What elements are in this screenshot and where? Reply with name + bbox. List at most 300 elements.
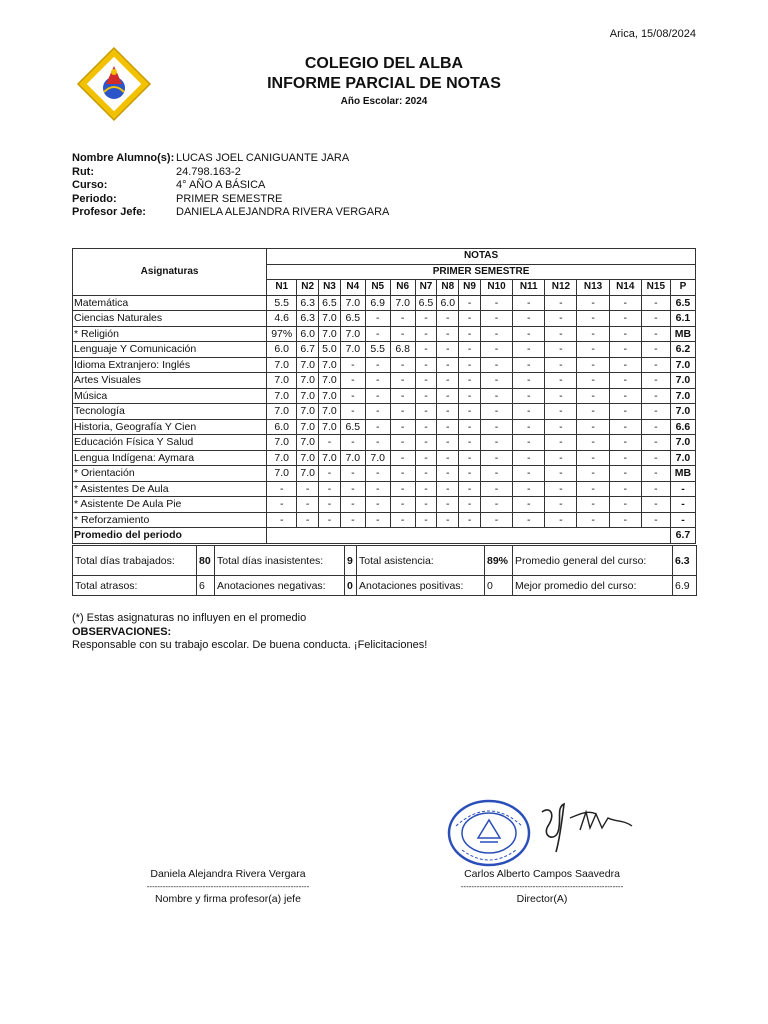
info-label: Profesor Jefe: <box>72 206 146 219</box>
grade-cell: - <box>267 497 297 513</box>
subject-name: * Asistente De Aula Pie <box>73 497 267 513</box>
grade-cell: - <box>545 481 577 497</box>
subject-average: 6.6 <box>670 419 695 435</box>
grade-cell: - <box>577 419 609 435</box>
grade-cell: - <box>577 497 609 513</box>
grade-cell: - <box>480 512 512 528</box>
grade-cell: 7.0 <box>267 466 297 482</box>
grade-cell: - <box>545 295 577 311</box>
grade-cell: 6.0 <box>267 419 297 435</box>
column-header: N8 <box>437 280 459 296</box>
grade-cell: - <box>437 326 459 342</box>
grade-cell: 5.5 <box>267 295 297 311</box>
grade-cell: - <box>641 357 670 373</box>
grade-cell: - <box>267 481 297 497</box>
grade-cell: - <box>415 311 437 327</box>
grade-cell: 7.0 <box>319 373 341 389</box>
grade-cell: - <box>415 404 437 420</box>
subject-name: * Reforzamiento <box>73 512 267 528</box>
grade-cell: - <box>319 497 341 513</box>
grade-cell: - <box>319 466 341 482</box>
grade-cell: 6.5 <box>319 295 341 311</box>
period-average-label: Promedio del periodo <box>73 528 267 544</box>
grade-cell: - <box>267 512 297 528</box>
anot-pos-value: 0 <box>485 576 513 596</box>
grade-cell: - <box>609 404 641 420</box>
grade-cell: - <box>365 481 390 497</box>
info-value: PRIMER SEMESTRE <box>176 192 283 205</box>
observations-label: OBSERVACIONES: <box>72 625 172 638</box>
grade-cell: - <box>437 357 459 373</box>
school-seal-stamp <box>446 798 532 868</box>
grade-cell: - <box>641 497 670 513</box>
grade-cell: 7.0 <box>267 373 297 389</box>
school-year: Año Escolar: 2024 <box>340 96 428 107</box>
grade-cell: 6.0 <box>437 295 459 311</box>
column-header: N3 <box>319 280 341 296</box>
table-row <box>73 326 696 342</box>
grade-cell: - <box>577 373 609 389</box>
grade-cell: - <box>437 435 459 451</box>
attendance-summary <box>72 545 697 596</box>
anot-neg-value: 0 <box>345 576 357 596</box>
table-row <box>73 512 696 528</box>
grade-cell: - <box>390 404 415 420</box>
grade-cell: - <box>609 497 641 513</box>
table-row <box>73 357 696 373</box>
subject-average: 6.5 <box>670 295 695 311</box>
info-value: 4° AÑO A BÁSICA <box>176 179 266 192</box>
grade-cell: - <box>390 326 415 342</box>
grade-cell: - <box>390 450 415 466</box>
grade-cell: - <box>480 342 512 358</box>
column-header: N6 <box>390 280 415 296</box>
grade-cell: - <box>545 342 577 358</box>
grade-cell: - <box>459 357 481 373</box>
grade-cell: - <box>641 342 670 358</box>
grade-cell: - <box>459 295 481 311</box>
dias-trabajados-value: 80 <box>197 546 215 576</box>
grade-cell: 7.0 <box>267 404 297 420</box>
grade-cell: - <box>319 481 341 497</box>
anot-pos-label: Anotaciones positivas: <box>357 576 485 596</box>
grade-cell: - <box>415 342 437 358</box>
grade-cell: 7.0 <box>297 404 319 420</box>
grade-cell: - <box>609 481 641 497</box>
grade-cell: - <box>609 326 641 342</box>
grade-cell: 7.0 <box>267 357 297 373</box>
grade-cell: - <box>340 435 365 451</box>
table-row <box>73 311 696 327</box>
grade-cell: - <box>319 435 341 451</box>
grade-cell: - <box>390 481 415 497</box>
grade-cell: 5.0 <box>319 342 341 358</box>
grade-cell: - <box>513 435 545 451</box>
grade-cell: - <box>545 435 577 451</box>
grade-cell: - <box>513 404 545 420</box>
grade-cell: - <box>513 466 545 482</box>
subject-name: * Orientación <box>73 466 267 482</box>
grade-cell: 6.0 <box>267 342 297 358</box>
subject-name: * Religión <box>73 326 267 342</box>
grade-cell: 7.0 <box>297 419 319 435</box>
grade-cell: - <box>513 342 545 358</box>
grade-cell: - <box>513 357 545 373</box>
subject-average: 7.0 <box>670 357 695 373</box>
director-role: Director(A) <box>516 893 568 905</box>
grade-cell: - <box>459 435 481 451</box>
grade-cell: 7.0 <box>297 373 319 389</box>
column-header: N14 <box>609 280 641 296</box>
grade-cell: - <box>545 512 577 528</box>
grade-cell: - <box>365 326 390 342</box>
report-title: INFORME PARCIAL DE NOTAS <box>267 75 501 92</box>
grade-cell: 7.0 <box>297 466 319 482</box>
grade-cell: - <box>545 373 577 389</box>
grade-cell: - <box>480 450 512 466</box>
grade-cell: - <box>459 404 481 420</box>
grade-cell: - <box>513 497 545 513</box>
subjects-header: Asignaturas <box>73 249 267 296</box>
grade-cell: 6.9 <box>365 295 390 311</box>
subject-average: 7.0 <box>670 373 695 389</box>
subject-average: MB <box>670 466 695 482</box>
column-header: N9 <box>459 280 481 296</box>
grade-cell: - <box>415 512 437 528</box>
teacher-role: Nombre y firma profesor(a) jefe <box>155 893 301 905</box>
grade-cell: - <box>577 326 609 342</box>
anot-neg-label: Anotaciones negativas: <box>215 576 345 596</box>
grade-cell: 7.0 <box>297 450 319 466</box>
info-value: LUCAS JOEL CANIGUANTE JARA <box>176 152 350 164</box>
subject-name: Lengua Indígena: Aymara <box>73 450 267 466</box>
inasistentes-label: Total días inasistentes: <box>215 546 345 576</box>
grade-cell: - <box>340 466 365 482</box>
grade-cell: - <box>365 373 390 389</box>
grade-cell: - <box>545 311 577 327</box>
grade-cell: - <box>577 450 609 466</box>
grade-cell: - <box>297 512 319 528</box>
grade-cell: - <box>609 342 641 358</box>
grade-cell: - <box>609 357 641 373</box>
grade-cell: 7.0 <box>319 326 341 342</box>
grade-cell: - <box>415 497 437 513</box>
subject-average: 6.1 <box>670 311 695 327</box>
grade-cell: - <box>365 435 390 451</box>
subject-name: Música <box>73 388 267 404</box>
grade-cell: 6.5 <box>415 295 437 311</box>
grade-cell: 6.3 <box>297 311 319 327</box>
student-info-row <box>72 152 389 166</box>
subject-name: Idioma Extranjero: Inglés <box>73 357 267 373</box>
grade-cell: - <box>513 481 545 497</box>
teacher-signature-block <box>118 868 338 906</box>
grade-cell: - <box>437 419 459 435</box>
grade-cell: - <box>545 497 577 513</box>
grade-cell: - <box>577 295 609 311</box>
grade-cell: 7.0 <box>319 388 341 404</box>
grade-cell: - <box>390 311 415 327</box>
grade-cell: - <box>459 373 481 389</box>
column-header: N5 <box>365 280 390 296</box>
grade-cell: - <box>437 373 459 389</box>
signature-line: ------------------------------------------------------------- <box>146 882 310 891</box>
grade-cell: - <box>609 295 641 311</box>
grade-cell: - <box>513 311 545 327</box>
grade-cell: - <box>365 311 390 327</box>
column-header: N10 <box>480 280 512 296</box>
grade-cell: - <box>415 357 437 373</box>
grade-cell: - <box>437 512 459 528</box>
grade-cell: - <box>609 435 641 451</box>
grade-cell: - <box>480 373 512 389</box>
info-value: DANIELA ALEJANDRA RIVERA VERGARA <box>176 206 390 219</box>
grade-cell: - <box>577 311 609 327</box>
grade-cell: 7.0 <box>267 435 297 451</box>
grade-cell: - <box>577 435 609 451</box>
grade-cell: - <box>415 435 437 451</box>
grade-cell: - <box>609 450 641 466</box>
grade-cell: 6.7 <box>297 342 319 358</box>
grade-cell: - <box>545 466 577 482</box>
grade-cell: 7.0 <box>340 295 365 311</box>
grade-cell: - <box>365 357 390 373</box>
asistencia-label: Total asistencia: <box>357 546 485 576</box>
grade-cell: - <box>545 357 577 373</box>
semester-header: PRIMER SEMESTRE <box>267 264 696 280</box>
grade-cell: 6.3 <box>297 295 319 311</box>
student-info-row <box>72 206 389 220</box>
grade-cell: - <box>480 466 512 482</box>
grade-cell: 7.0 <box>390 295 415 311</box>
grade-cell: - <box>480 404 512 420</box>
subject-average: 6.2 <box>670 342 695 358</box>
grade-cell: - <box>365 404 390 420</box>
document-header <box>0 54 768 110</box>
grade-cell: - <box>340 373 365 389</box>
subject-name: Lenguaje Y Comunicación <box>73 342 267 358</box>
grade-cell: - <box>459 388 481 404</box>
grade-cell: - <box>415 481 437 497</box>
grade-cell: - <box>459 419 481 435</box>
subject-name: Matemática <box>73 295 267 311</box>
atrasos-label: Total atrasos: <box>73 576 197 596</box>
grade-cell: - <box>340 404 365 420</box>
subject-name: Tecnología <box>73 404 267 420</box>
grade-cell: - <box>415 326 437 342</box>
prom-general-label: Promedio general del curso: <box>513 546 673 576</box>
director-signature <box>536 798 640 854</box>
observations-text: Responsable con su trabajo escolar. De buena conducta. ¡Felicitaciones! <box>72 639 428 651</box>
subject-average: 7.0 <box>670 404 695 420</box>
grade-cell: 7.0 <box>267 388 297 404</box>
grade-cell: - <box>513 295 545 311</box>
grade-cell: - <box>513 512 545 528</box>
subject-average: MB <box>670 326 695 342</box>
grade-cell: - <box>297 481 319 497</box>
grade-cell: - <box>390 435 415 451</box>
grade-cell: - <box>641 295 670 311</box>
grade-cell: - <box>340 388 365 404</box>
grade-cell: - <box>545 450 577 466</box>
mejor-prom-label: Mejor promedio del curso: <box>513 576 673 596</box>
grade-cell: - <box>577 512 609 528</box>
grade-cell: - <box>641 481 670 497</box>
grade-cell: - <box>577 388 609 404</box>
grade-cell: - <box>609 512 641 528</box>
grade-cell: - <box>390 373 415 389</box>
grade-cell: 7.0 <box>267 450 297 466</box>
grade-cell: - <box>365 388 390 404</box>
grade-cell: 7.0 <box>319 419 341 435</box>
grades-table <box>72 248 696 544</box>
column-header: N15 <box>641 280 670 296</box>
grade-cell: - <box>480 497 512 513</box>
grade-cell: 7.0 <box>365 450 390 466</box>
grade-cell: - <box>340 497 365 513</box>
grade-cell: - <box>437 497 459 513</box>
period-average-spacer <box>267 528 671 544</box>
grade-cell: - <box>340 512 365 528</box>
report-date: Arica, 15/08/2024 <box>609 28 696 40</box>
grade-cell: - <box>641 311 670 327</box>
grade-cell: - <box>480 326 512 342</box>
period-average-value: 6.7 <box>670 528 695 544</box>
grade-cell: - <box>641 512 670 528</box>
grade-cell: - <box>365 466 390 482</box>
grade-cell: - <box>390 419 415 435</box>
student-info <box>72 152 389 220</box>
grade-cell: - <box>609 388 641 404</box>
grade-cell: - <box>459 342 481 358</box>
school-name: COLEGIO DEL ALBA <box>304 55 464 72</box>
table-row <box>73 342 696 358</box>
grade-cell: - <box>480 295 512 311</box>
grade-cell: - <box>415 450 437 466</box>
grade-cell: - <box>365 497 390 513</box>
grade-cell: - <box>641 388 670 404</box>
grade-cell: - <box>577 404 609 420</box>
subject-name: Ciencias Naturales <box>73 311 267 327</box>
grade-cell: - <box>641 404 670 420</box>
info-label: Nombre Alumno(s): <box>72 152 175 164</box>
grade-cell: - <box>480 311 512 327</box>
grade-cell: - <box>437 342 459 358</box>
grade-cell: - <box>390 357 415 373</box>
grade-cell: - <box>480 435 512 451</box>
grade-cell: - <box>459 512 481 528</box>
grade-cell: - <box>480 481 512 497</box>
grade-cell: - <box>609 311 641 327</box>
atrasos-value: 6 <box>197 576 215 596</box>
subject-average: 7.0 <box>670 450 695 466</box>
column-header: P <box>670 280 695 296</box>
grade-cell: - <box>459 466 481 482</box>
grade-cell: - <box>437 388 459 404</box>
grade-cell: 6.8 <box>390 342 415 358</box>
student-info-row <box>72 166 389 180</box>
grade-cell: - <box>390 512 415 528</box>
grade-cell: - <box>513 450 545 466</box>
column-header: N4 <box>340 280 365 296</box>
inasistentes-value: 9 <box>345 546 357 576</box>
period-average-row <box>73 528 696 544</box>
grade-cell: - <box>437 311 459 327</box>
grade-cell: - <box>641 466 670 482</box>
grade-cell: 6.0 <box>297 326 319 342</box>
subject-average: - <box>670 497 695 513</box>
asistencia-value: 89% <box>485 546 513 576</box>
grade-cell: - <box>609 373 641 389</box>
grade-cell: - <box>415 466 437 482</box>
info-value: 24.798.163-2 <box>176 165 241 178</box>
grade-cell: - <box>577 481 609 497</box>
grade-cell: 7.0 <box>340 342 365 358</box>
grade-cell: - <box>459 497 481 513</box>
signature-line: ------------------------------------------------------------- <box>460 882 624 891</box>
subject-name: Artes Visuales <box>73 373 267 389</box>
grade-cell: - <box>459 311 481 327</box>
table-row <box>73 404 696 420</box>
grade-cell: 4.6 <box>267 311 297 327</box>
grade-cell: - <box>609 466 641 482</box>
subject-average: 7.0 <box>670 435 695 451</box>
notas-header: NOTAS <box>267 249 696 265</box>
column-header: N7 <box>415 280 437 296</box>
grade-cell: 6.5 <box>340 311 365 327</box>
grade-cell: - <box>365 512 390 528</box>
prom-general-value: 6.3 <box>673 546 697 576</box>
subject-name: Historia, Geografía Y Cien <box>73 419 267 435</box>
grade-cell: - <box>545 326 577 342</box>
grade-cell: - <box>545 388 577 404</box>
grade-cell: 7.0 <box>319 450 341 466</box>
table-row <box>73 373 696 389</box>
mejor-prom-value: 6.9 <box>673 576 697 596</box>
grade-cell: - <box>459 326 481 342</box>
grade-cell: 7.0 <box>297 435 319 451</box>
grade-cell: 7.0 <box>297 357 319 373</box>
subject-name: Educación Física Y Salud <box>73 435 267 451</box>
grade-cell: - <box>459 481 481 497</box>
grade-cell: 7.0 <box>297 388 319 404</box>
grade-cell: - <box>545 419 577 435</box>
grade-cell: - <box>480 419 512 435</box>
grade-cell: - <box>609 419 641 435</box>
grade-cell: - <box>513 388 545 404</box>
table-row <box>73 497 696 513</box>
subject-average: - <box>670 481 695 497</box>
column-header: N13 <box>577 280 609 296</box>
grade-cell: - <box>641 450 670 466</box>
info-label: Rut: <box>72 165 94 178</box>
director-name: Carlos Alberto Campos Saavedra <box>464 868 620 880</box>
grade-cell: 7.0 <box>319 404 341 420</box>
grade-cell: 5.5 <box>365 342 390 358</box>
dias-trabajados-label: Total días trabajados: <box>73 546 197 576</box>
subject-average: 7.0 <box>670 388 695 404</box>
grade-cell: - <box>340 481 365 497</box>
grade-cell: - <box>415 419 437 435</box>
student-info-row <box>72 179 389 193</box>
table-row <box>73 295 696 311</box>
table-row <box>73 388 696 404</box>
grade-cell: - <box>577 342 609 358</box>
teacher-name: Daniela Alejandra Rivera Vergara <box>150 868 306 880</box>
grade-cell: - <box>437 481 459 497</box>
info-label: Curso: <box>72 179 108 192</box>
grade-cell: - <box>297 497 319 513</box>
